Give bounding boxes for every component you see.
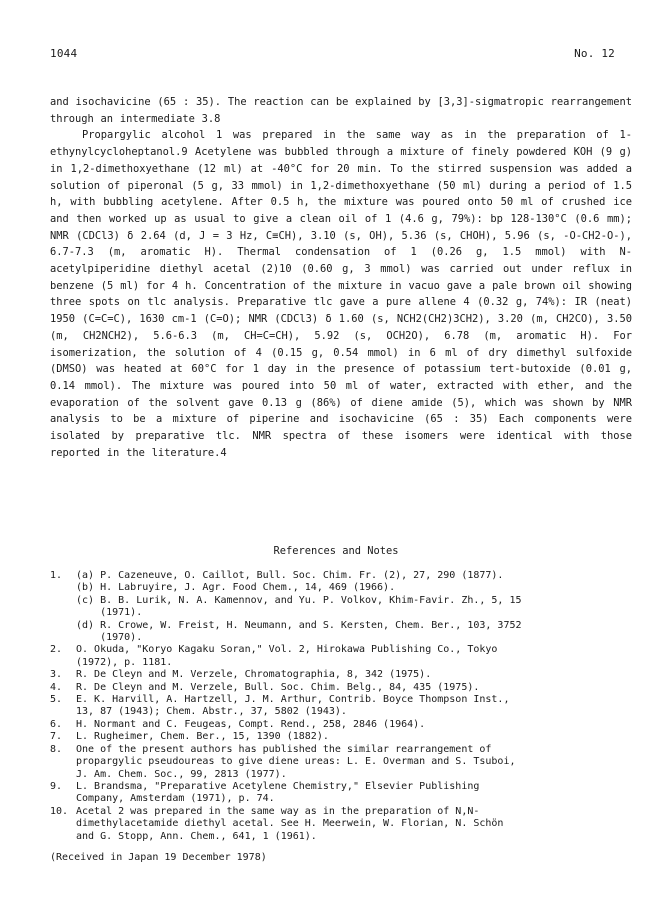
reference-line: (c) B. B. Lurik, N. A. Kamennov, and Yu. P. Volkov, Khim-Favir. Zh., 5, 15 [76,594,522,606]
received-date: (Received in Japan 19 December 1978) [50,852,267,863]
reference-item [50,719,635,731]
reference-line: (1971). [76,607,143,619]
reference-line: (d) R. Crowe, W. Freist, H. Neumann, and S. Kersten, Chem. Ber., 103, 3752 [76,619,522,631]
reference-line: J. Am. Chem. Soc., 99, 2813 (1977). [76,768,287,780]
references-list [50,570,635,843]
reference-item [50,570,635,644]
reference-line: L. Rugheimer, Chem. Ber., 15, 1390 (1882). [76,731,329,743]
reference-line: 13, 87 (1943); Chem. Abstr., 37, 5802 (1943). [76,706,347,718]
reference-number: 3. [50,669,63,681]
reference-number: 7. [50,731,63,743]
reference-number: 1. [50,570,63,581]
reference-text [76,682,635,694]
reference-number: 10. [50,805,69,817]
reference-line: propargylic pseudoureas to give diene ureas: L. E. Overman and S. Tsuboi, [76,756,516,768]
reference-item [50,644,635,669]
reference-item [50,744,635,781]
reference-line: (1972), p. 1181. [76,656,173,668]
reference-line: O. Okuda, "Koryo Kagaku Soran," Vol. 2, Hirokawa Publishing Co., Tokyo [76,644,498,656]
reference-number: 8. [50,743,63,755]
reference-line: R. De Cleyn and M. Verzele, Bull. Soc. Chim. Belg., 84, 435 (1975). [76,681,480,693]
reference-line: One of the present authors has published the similar rearrangement of [76,743,492,755]
reference-number: 4. [50,681,63,693]
reference-item [50,694,635,719]
body-paragraph: and isochavicine (65 : 35). The reaction can be explained by [3,3]-sigmatropic rearrangement through an intermediate 3.8 [50,96,632,125]
reference-text [76,644,635,669]
reference-text [76,744,635,781]
reference-number: 5. [50,694,63,706]
reference-line: Acetal 2 was prepared in the same way as in the preparation of N,N- [76,805,480,817]
reference-item [50,682,635,694]
reference-text [76,719,635,731]
reference-line: L. Brandsma, "Preparative Acetylene Chemistry," Elsevier Publishing [76,780,480,792]
references-heading: References and Notes [273,545,399,557]
reference-item [50,731,635,743]
article-body [50,94,632,461]
reference-text [76,669,635,681]
reference-text [76,731,635,743]
reference-number: 6. [50,718,63,730]
body-paragraph: Propargylic alcohol 1 was prepared in the same way as in the preparation of 1-ethynylcycloheptanol.9 Acetylene was bubbled through a mixture of finely powdered KOH (9 g) in 1,2-dimethoxyethane (12 ml) at -40°C for 20 min. To the stirred suspension was added a solution of piperonal (5 g, 33 mmol) in 1,2-dimethoxyethane (50 ml) during a period of 1.5 h, with bubbling acetylene. After 0.5 h, the mixture was poured onto 50 ml of crushed ice and then worked up as usual to give a clean oil of 1 (4.6 g, 79%): bp 128-130°C (0.6 mm); NMR (CDCl3) δ 2.64 (d, J = 3 Hz, C≡CH), 3.10 (s, OH), 5.36 (s, CHOH), 5.96 (s, -O-CH2-O-), 6.7-7.3 (m, aromatic H). Thermal condensation of 1 (0.26 g, 1.5 mmol) with N-acetylpiperidine diethyl acetal (2)10 (0.60 g, 3 mmol) was carried out under reflux in benzene (5 ml) for 4 h. Concentration of the mixture in vacuo gave a pale brown oil showing three spots on tlc analysis. Preparative tlc gave a pure allene 4 (0.32 g, 74%): IR (neat) 1950 (C=C=C), 1630 cm-1 (C=O); NMR (CDCl3) δ 1.60 (s, NCH2(CH2)3CH2), 3.20 (m, CH2CO), 3.50 (m, CH2NCH2), 5.6-6.3 (m, CH=C=CH), 5.92 (s, OCH2O), 6.78 (m, aromatic H). For isomerization, the solution of 4 (0.15 g, 0.54 mmol) in 6 ml of dry dimethyl sulfoxide (DMSO) was heated at 60°C for 1 day in the presence of potassium tert-butoxide (0.01 g, 0.14 mmol). The mixture was poured into 50 ml of water, extracted with ether, and the evaporation of the solvent gave 0.13 g (86%) of diene amide (5), which was shown by NMR analysis to be a mixture of piperine and isochavicine (65 : 35) Each components were isolated by preparative tlc. NMR spectra of these isomers were identical with those reported in the literature.4 [50,129,632,459]
reference-item [50,781,635,806]
reference-text [76,694,635,719]
reference-line: R. De Cleyn and M. Verzele, Chromatographia, 8, 342 (1975). [76,669,432,681]
reference-line: (a) P. Cazeneuve, O. Caillot, Bull. Soc. Chim. Fr. (2), 27, 290 (1877). [76,570,504,581]
reference-line: dimethylacetamide diethyl acetal. See H. Meerwein, W. Florian, N. Schön [76,818,504,830]
reference-line: H. Normant and C. Feugeas, Compt. Rend., 258, 2846 (1964). [76,718,426,730]
reference-text [76,570,635,644]
reference-line: E. K. Harvill, A. Hartzell, J. M. Arthur, Contrib. Boyce Thompson Inst., [76,694,510,706]
issue-number: No. 12 [574,47,615,60]
reference-text [76,806,635,843]
reference-line: (b) H. Labruyire, J. Agr. Food Chem., 14, 469 (1966). [76,582,396,594]
reference-line: Company, Amsterdam (1971), p. 74. [76,793,275,805]
reference-line: and G. Stopp, Ann. Chem., 641, 1 (1961). [76,830,317,842]
reference-number: 9. [50,780,63,792]
reference-text [76,781,635,806]
reference-line: (1970). [76,632,143,644]
page-number: 1044 [50,47,78,60]
reference-item [50,669,635,681]
reference-number: 2. [50,644,63,656]
reference-item [50,806,635,843]
